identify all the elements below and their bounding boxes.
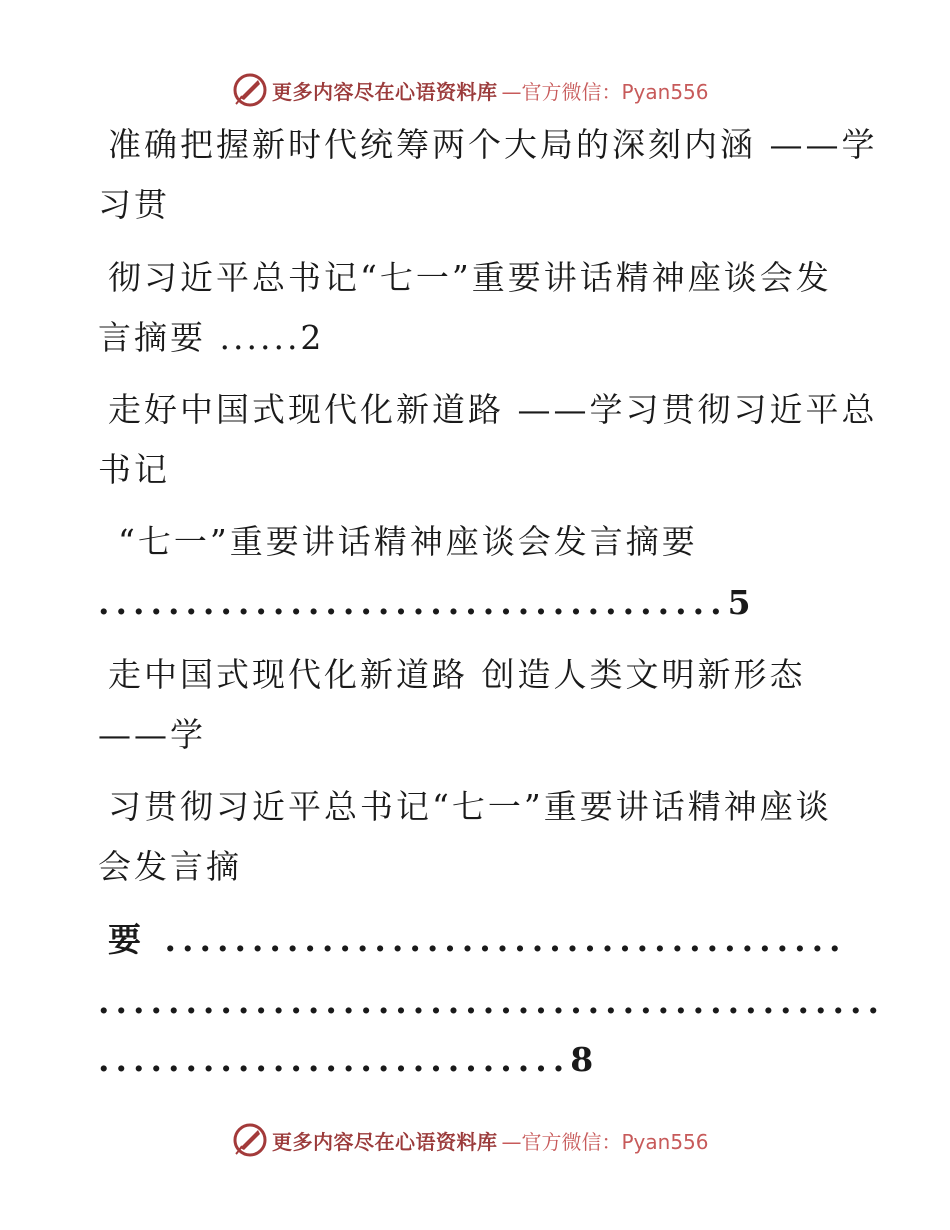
toc-entry-1-line-4: 言摘要 ......2 bbox=[98, 318, 325, 357]
toc-entry-3-line-2: ——学 bbox=[98, 715, 206, 754]
toc-entry-3-leader-dots-3: ...........................8 bbox=[98, 1040, 600, 1079]
toc-entry-1-line-2: 习贯 bbox=[98, 185, 170, 224]
toc-entry-1-line-3: 彻习近平总书记“七一”重要讲话精神座谈会发 bbox=[108, 258, 832, 297]
toc-entry-1-line-1: 准确把握新时代统筹两个大局的深刻内涵 ——学 bbox=[108, 125, 878, 164]
quill-logo-icon bbox=[232, 1122, 268, 1158]
toc-entry-3-line-1: 走中国式现代化新道路 创造人类文明新形态 bbox=[108, 655, 806, 694]
quill-logo-icon bbox=[232, 72, 268, 108]
banner-wechat-text: —官方微信：Pyan556 bbox=[501, 79, 709, 104]
toc-entry-3-line-4: 会发言摘 bbox=[98, 847, 242, 886]
header-banner bbox=[232, 70, 709, 110]
toc-entry-3-line-3: 习贯彻习近平总书记“七一”重要讲话精神座谈 bbox=[108, 787, 832, 826]
toc-entry-2-line-3: “七一”重要讲话精神座谈会发言摘要 bbox=[118, 522, 698, 561]
toc-entry-2-leader-dots: ....................................5 bbox=[98, 583, 757, 622]
toc-entry-3-leader-dots-1: 要 ....................................... bbox=[108, 920, 847, 959]
footer-brand-text: 更多内容尽在心语资料库 bbox=[272, 1129, 498, 1154]
toc-entry-2-line-1: 走好中国式现代化新道路 ——学习贯彻习近平总 bbox=[108, 390, 878, 429]
toc-entry-3-leader-dots-2: ............................................. bbox=[98, 982, 885, 1021]
footer-banner bbox=[232, 1120, 709, 1160]
banner-brand-text: 更多内容尽在心语资料库 bbox=[272, 79, 498, 104]
toc-entry-2-line-2: 书记 bbox=[98, 450, 170, 489]
footer-wechat-text: —官方微信：Pyan556 bbox=[501, 1129, 709, 1154]
